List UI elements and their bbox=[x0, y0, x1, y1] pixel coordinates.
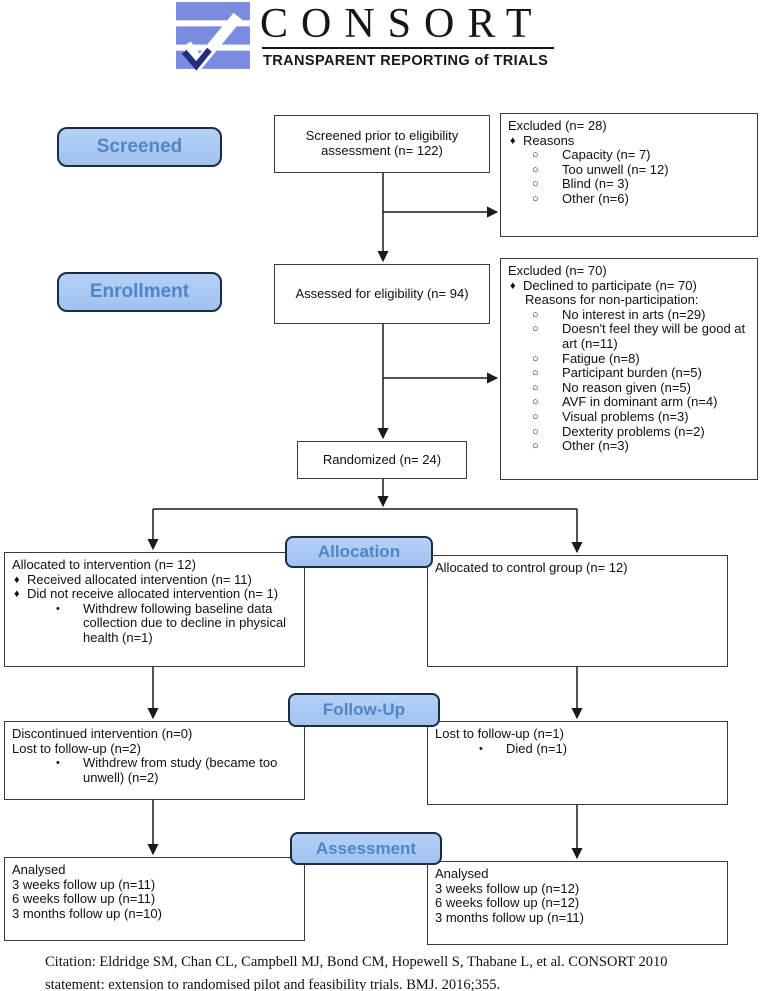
excluded-screening-list bbox=[501, 114, 757, 211]
randomized-box-text: Randomized (n= 24) bbox=[322, 451, 442, 467]
list-item-text: Allocated to intervention (n= 12) bbox=[12, 557, 196, 572]
bullet-marker: • bbox=[479, 742, 483, 755]
list-item bbox=[435, 561, 721, 576]
list-item bbox=[435, 742, 721, 757]
bullet-marker: ♦ bbox=[510, 134, 516, 147]
stage-label-screened: Screened bbox=[57, 127, 222, 167]
list-item-text: 6 weeks follow up (n=12) bbox=[435, 895, 580, 911]
list-item bbox=[508, 134, 751, 149]
analysed-control-list bbox=[428, 862, 727, 929]
list-item-text: Discontinued intervention (n=0) bbox=[12, 726, 193, 741]
followup-control-list bbox=[428, 722, 727, 760]
stage-label-followup: Follow-Up bbox=[288, 693, 440, 727]
citation-line-2: statement: extension to randomised pilot and feasibility trials. BMJ. 2016;355. bbox=[45, 977, 501, 991]
list-item bbox=[508, 148, 751, 163]
list-item bbox=[508, 279, 751, 294]
list-item-text: Declined to participate (n= 70) bbox=[523, 277, 697, 293]
list-item bbox=[12, 727, 298, 742]
assessed-eligibility-box bbox=[274, 264, 490, 324]
list-item bbox=[435, 867, 721, 882]
bullet-marker: ○ bbox=[532, 410, 539, 423]
list-item-text: Died (n=1) bbox=[506, 740, 568, 756]
bullet-marker: ♦ bbox=[14, 588, 20, 601]
list-item bbox=[508, 264, 751, 279]
list-item bbox=[435, 882, 721, 897]
list-item-text: Other (n=3) bbox=[562, 438, 629, 454]
list-item bbox=[508, 293, 751, 308]
list-item bbox=[12, 573, 298, 588]
list-item bbox=[435, 727, 721, 742]
list-item-text: Reasons for non-participation: bbox=[525, 292, 699, 308]
list-item-text: Visual problems (n=3) bbox=[562, 408, 689, 424]
list-item-text: Received allocated intervention (n= 11) bbox=[27, 571, 252, 587]
list-item-text: Reasons bbox=[523, 132, 575, 148]
list-item-text: Fatigue (n=8) bbox=[562, 350, 640, 366]
list-item bbox=[508, 425, 751, 440]
list-item bbox=[12, 878, 298, 893]
excluded-screening-box bbox=[500, 113, 758, 237]
list-item bbox=[12, 742, 298, 757]
list-item bbox=[508, 410, 751, 425]
bullet-marker: ♦ bbox=[510, 279, 516, 292]
citation bbox=[45, 951, 725, 991]
list-item-text: Analysed bbox=[12, 862, 66, 877]
allocated-control-list bbox=[428, 556, 727, 580]
bullet-marker: ○ bbox=[532, 367, 539, 380]
bullet-marker: ○ bbox=[532, 163, 539, 176]
list-item bbox=[12, 558, 298, 573]
randomized-box bbox=[297, 441, 467, 479]
list-item-text: 6 weeks follow up (n=11) bbox=[12, 891, 156, 907]
allocated-control-box bbox=[427, 555, 728, 667]
list-item-text: No reason given (n=5) bbox=[562, 379, 691, 395]
bullet-marker: ○ bbox=[532, 178, 539, 191]
list-item-text: Excluded (n= 28) bbox=[508, 118, 607, 133]
citation-line-1: Citation: Eldridge SM, Chan CL, Campbell MJ, Bond CM, Hopewell S, Thabane L, et al. CONSORT 2010 bbox=[45, 954, 668, 970]
analysed-intervention-list bbox=[5, 858, 304, 925]
list-item-text: No interest in arts (n=29) bbox=[562, 306, 706, 322]
screened-box bbox=[274, 115, 490, 173]
followup-intervention-list bbox=[5, 722, 304, 789]
bullet-marker: ○ bbox=[532, 440, 539, 453]
followup-control-box bbox=[427, 721, 728, 805]
analysed-control-box bbox=[427, 861, 728, 945]
bullet-marker: ○ bbox=[532, 381, 539, 394]
list-item bbox=[12, 602, 298, 646]
list-item-text: Blind (n= 3) bbox=[562, 176, 629, 192]
list-item bbox=[508, 163, 751, 178]
stage-label-assessment: Assessment bbox=[290, 832, 442, 865]
list-item-text: Too unwell (n= 12) bbox=[562, 161, 669, 177]
list-item-text: Withdrew from study (became too unwell) (n=2) bbox=[83, 755, 278, 785]
bullet-marker: ○ bbox=[532, 149, 539, 162]
list-item bbox=[508, 366, 751, 381]
stage-label-enrollment: Enrollment bbox=[57, 272, 222, 312]
bullet-marker: • bbox=[56, 602, 60, 615]
list-item-text: Doesn't feel they will be good at art (n=11) bbox=[562, 321, 746, 351]
list-item bbox=[435, 896, 721, 911]
followup-intervention-box bbox=[4, 721, 305, 800]
list-item-text: Other (n=6) bbox=[562, 190, 629, 206]
list-item-text: Excluded (n= 70) bbox=[508, 263, 607, 278]
list-item-text: Did not receive allocated intervention (n= 1) bbox=[27, 586, 279, 602]
allocated-intervention-list bbox=[5, 553, 304, 650]
list-item-text: Capacity (n= 7) bbox=[562, 147, 651, 163]
list-item-text: Withdrew following baseline data collection due to decline in physical health (n=1) bbox=[83, 600, 287, 645]
bullet-marker: ♦ bbox=[14, 573, 20, 586]
list-item bbox=[435, 911, 721, 926]
list-item-text: 3 months follow up (n=11) bbox=[435, 909, 584, 925]
bullet-marker: ○ bbox=[532, 352, 539, 365]
list-item bbox=[12, 587, 298, 602]
list-item bbox=[12, 756, 298, 785]
list-item bbox=[508, 119, 751, 134]
list-item bbox=[508, 352, 751, 367]
list-item-text: 3 weeks follow up (n=12) bbox=[435, 880, 580, 896]
bullet-marker: ○ bbox=[532, 308, 539, 321]
logo-title: CONSORT bbox=[260, 1, 545, 47]
list-item bbox=[12, 892, 298, 907]
list-item bbox=[508, 439, 751, 454]
bullet-marker: ○ bbox=[532, 323, 539, 336]
list-item bbox=[508, 308, 751, 323]
list-item bbox=[508, 177, 751, 192]
list-item-text: Participant burden (n=5) bbox=[562, 365, 702, 381]
bullet-marker: ○ bbox=[532, 396, 539, 409]
allocated-intervention-box bbox=[4, 552, 305, 667]
list-item-text: Lost to follow-up (n=2) bbox=[12, 740, 141, 756]
logo-tagline: TRANSPARENT REPORTING of TRIALS bbox=[263, 53, 549, 69]
excluded-enrollment-box bbox=[500, 258, 758, 480]
list-item-text: AVF in dominant arm (n=4) bbox=[562, 394, 718, 410]
assessed-box-text: Assessed for eligibility (n= 94) bbox=[295, 285, 469, 301]
list-item bbox=[508, 192, 751, 207]
excluded-enrollment-list bbox=[501, 259, 757, 458]
list-item-text: Allocated to control group (n= 12) bbox=[435, 560, 628, 575]
list-item bbox=[508, 322, 751, 351]
list-item bbox=[508, 381, 751, 396]
list-item bbox=[508, 395, 751, 410]
bullet-marker: • bbox=[56, 757, 60, 770]
list-item-text: Dexterity problems (n=2) bbox=[562, 423, 705, 439]
list-item-text: Analysed bbox=[435, 866, 489, 881]
bullet-marker: ○ bbox=[532, 425, 539, 438]
stage-label-allocation: Allocation bbox=[285, 536, 433, 568]
list-item bbox=[12, 907, 298, 922]
bullet-marker: ○ bbox=[532, 192, 539, 205]
list-item bbox=[12, 863, 298, 878]
screened-box-text: Screened prior to eligibility assessment (n= 122) bbox=[305, 128, 459, 158]
list-item-text: 3 months follow up (n=10) bbox=[12, 905, 162, 921]
list-item-text: 3 weeks follow up (n=11) bbox=[12, 876, 156, 892]
analysed-intervention-box bbox=[4, 857, 305, 941]
list-item-text: Lost to follow-up (n=1) bbox=[435, 726, 564, 741]
